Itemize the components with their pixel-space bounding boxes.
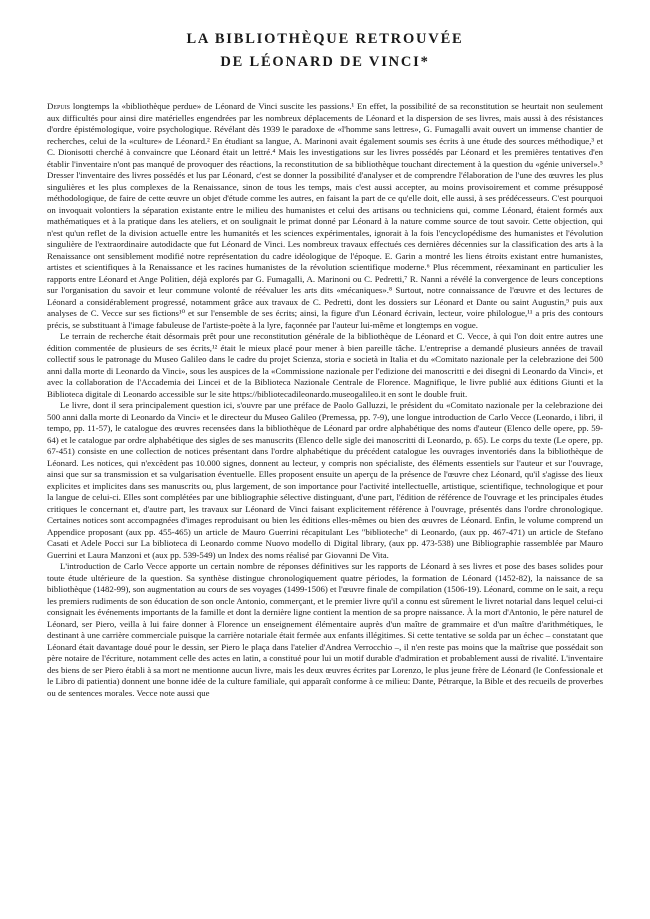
paragraph-1-text: longtemps la «bibliothèque perdue» de Léonard de Vinci suscite les passions.¹ En effet, la possibilité de sa reconstitution se heurtait non seulement aux difficultés pour ainsi dire matérielles engendrées par les nombreux déplacements de Léonard et la dispersion de ses livres, mais aussi à des résistances d'ordre épistémologique, voire psychologique. Révélant dès 1939 le paradoxe de «l'homme sans lettres», G. Fumagalli avait ouvert un immense chantier de recherches, celui de la «culture» de Léonard.² En étudiant sa langue, A. Marinoni avait également soumis ses écrits à une étude des sources méthodique,³ et C. Dionisotti cherché à convaincre que Léonard était un lettré.⁴ Mais les investigations sur les livres possédés par Léonard et les premières tentatives d'en établir l'inventaire n'ont pas manqué de provoquer des réactions, la reconstitution de sa bibliothèque touchant directement à la question du «génie universel».⁵ Dresser l'inventaire des livres possédés et lus par Léonard, c'est se donner la possibilité d'analyser et de comprendre l'élaboration de l'une des œuvres les plus singulières et les plus complexes de la Renaissance, sinon de tous les temps, mais c'est aussi accepter, au moins provisoirement et comme présupposé méthodologique, de faire de cette œuvre un objet d'étude comme les autres, en faisant la part de ce qu'elle doit, elle aussi, à ses prédécesseurs. C'est pourquoi on invoquait volontiers la séparation existante entre le milieu des humanistes et celui des artisans ou techniciens qui, comme Léonard, étaient formés aux mathématiques et à la pratique dans les ateliers, et on soulignait le primat donné par Léonard à la nature comme source de tout savoir. Cette objection, qui n'est qu'un reflet de la division actuelle entre les humanités et les sciences expérimentales, ignorait à la fois l'encyclopédisme des humanistes et l'évolution singulière de l'extraordinaire autodidacte que fut Léonard de Vinci. Les nombreux travaux effectués ces dernières décennies sur la classification des arts à la Renaissance ont sensiblement modifié notre représentation du cadre idéologique de l'époque. E. Garin a montré les liens étroits existant entre humanistes, artistes et scientifiques à la Renaissance et les racines humanistes de la révolution scientifique moderne.⁶ Plus récemment, réexaminant en particulier les rapports entre Léonard et Ange Politien, déjà explorés par G. Fumagalli, A. Marinoni ou C. Pedretti,⁷ R. Nanni a révélé la convergence de leurs conceptions sur l'organisation du savoir et leur commune volonté de réévaluer les arts dits «mécaniques».⁸ Surtout, notre connaissance de l'œuvre et des lectures de Léonard a considérablement progressé, notamment grâce aux travaux de C. Pedretti, dont les dossiers sur Léonard et Dante ou saint Augustin,⁹ puis aux analyses de C. Vecce sur ses fictions¹⁰ et sur l'ensemble de ses écrits; ainsi, la figure d'un Léonard écrivain, lecteur, voire philologue,¹¹ a pris des contours précis, se substituant à l'image fabuleuse de l'artiste-poète à la lyre, façonnée par l'auteur lui-même et longtemps en vogue.: [47, 101, 603, 330]
article-title: [47, 28, 603, 74]
paragraph-3: Le livre, dont il sera principalement question ici, s'ouvre par une préface de Paolo Galluzzi, le président du «Comitato nazionale per la celebrazione dei 500 anni dalla morte di Leonardo da Vinci» et le directeur du Museo Galileo (Premessa, pp. 7-9), une longue introduction de Carlo Vecce (Leonardo, i libri, il tempo, pp. 11-57), le catalogue des œuvres recensées dans la bibliothèque de Léonard par ordre alphabétique des noms d'auteur (Elenco delle opere, pp. 59-64) et le catalogue par ordre alphabétique des sigles de ses manuscrits (Elenco delle sigle dei manoscritti di Leonardo, p. 65). Le corps du texte (Le opere, pp. 67-451) consiste en une collection de notices présentant dans l'ordre alphabétique du précédent catalogue les ouvrages inventoriés dans la bibliothèque de Léonard. Les notices, qui n'excèdent pas 10.000 signes, donnent au lecteur, y compris non spécialiste, des éléments essentiels sur l'auteur et sur l'ouvrage, ainsi que sur sa transmission et sa vulgarisation éventuelle. Elles proposent ensuite un aperçu de la présence de l'œuvre chez Léonard, qu'il s'agisse des lieux explicites et implicites dans ses manuscrits ou, plus largement, de son importance pour l'activité intellectuelle, artistique, scientifique, technologique et pour la langue de celui-ci. Elles sont complétées par une bibliographie sélective distinguant, d'une part, l'édition de référence de l'ouvrage et les principales études critiques le concernant et, d'autre part, les travaux sur Léonard de Vinci faisant explicitement référence à l'ouvrage, présentés dans l'ordre chronologique. Certaines notices sont accompagnées d'images reproduisant ou bien les éditions elles-mêmes ou bien des œuvres de Léonard. Enfin, le volume comprend un Appendice proposant (aux pp. 455-465) un article de Mauro Guerrini récapitulant Les "biblioteche" di Leonardo, (aux pp. 467-471) un article de Stefano Casati et Adele Pocci sur La biblioteca di Leonardo comme Nuovo modello di Digital library, (aux pp. 473-538) une Bibliographie rassemblée par Mauro Guerrini et Laura Manzoni et (aux pp. 539-549) un Index des noms réalisé par Giovanni De Vita.: [47, 400, 603, 560]
paragraph-4: L'introduction de Carlo Vecce apporte un certain nombre de réponses définitives sur les rapports de Léonard à ses livres et pose des bases solides pour toute étude ultérieure de la question. Sa synthèse distingue chronologiquement quatre périodes, la formation de Léonard (1452-82), la naissance de sa bibliothèque (1482-99), son augmentation au cours de ses voyages (1499-1506) et l'œuvre finale de compilation (1506-19). Léonard, comme on le sait, a reçu les premiers rudiments de son éducation de son oncle Antonio, commerçant, et le premier livre qu'il a connu est sûrement le livret notarial dans lequel celui-ci consignait les événements importants de la famille et dont la dernière ligne contient la mention de sa propre naissance. À la mort d'Antonio, le père naturel de Léonard, ser Piero, veilla à lui faire donner à Florence un enseignement élémentaire auprès d'un maître de grammaire et d'un maître d'arithmétiques, le destinant à une carrière commerciale puisque la carrière notariale était fermée aux enfants illégitimes. Si cette tentative se solda par un échec – constatant que Léonard était davantage doué pour le dessin, ser Piero le plaça dans l'atelier d'Andrea Verrocchio –, il n'en reste pas moins que la maîtrise que possédait son père notaire de l'écriture, notamment celle des actes en latin, a constitué pour lui un motif durable d'admiration et probablement aussi de rivalité. L'inventaire des biens de ser Piero établi à sa mort ne mentionne aucun livre, mais les deux œuvres écrites par Lorenzo, le plus jeune frère de Léonard (le Confessionale et le Libro di patientia) donnent une bonne idée de la culture familiale, qui apparaît conforme à ce milieu: Dante, Pétrarque, la Bible et des recueils de proverbes ou de sentences morales. Vecce note aussi que: [47, 561, 603, 698]
title-line-1: LA BIBLIOTHÈQUE RETROUVÉE: [186, 31, 464, 47]
drop-word: Depuis: [47, 101, 71, 111]
article-body: [47, 101, 603, 699]
paragraph-1: [47, 101, 603, 331]
title-line-2: DE LÉONARD DE VINCI*: [220, 54, 430, 70]
paragraph-2: Le terrain de recherche était désormais prêt pour une reconstitution générale de la bibliothèque de Léonard et C. Vecce, à qui l'on doit entre autres une édition commentée de plusieurs de ses écrits,¹² était le mieux placé pour mener à bien pareille tâche. L'entreprise a demandé plusieurs années de travail collectif sous le patronage du Museo Galileo dans le cadre du projet Scienza, storia e società in Italia et du «Comitato nazionale per la celebrazione dei 500 anni dalla morte di Leonardo da Vinci», sous les auspices de la «Commissione nazionale per l'edizione dei manoscritti e dei disegni di Leonardo da Vinci», et avec la collaboration de l'Accademia dei Lincei et de la Biblioteca Nazionale Centrale de Florence. Magnifique, le livre publié aux éditions Giunti et la Biblioteca digitale di Leonardo accessible sur le site https://bibliotecadileonardo.museogalileo.it en sont le double fruit.: [47, 331, 603, 399]
